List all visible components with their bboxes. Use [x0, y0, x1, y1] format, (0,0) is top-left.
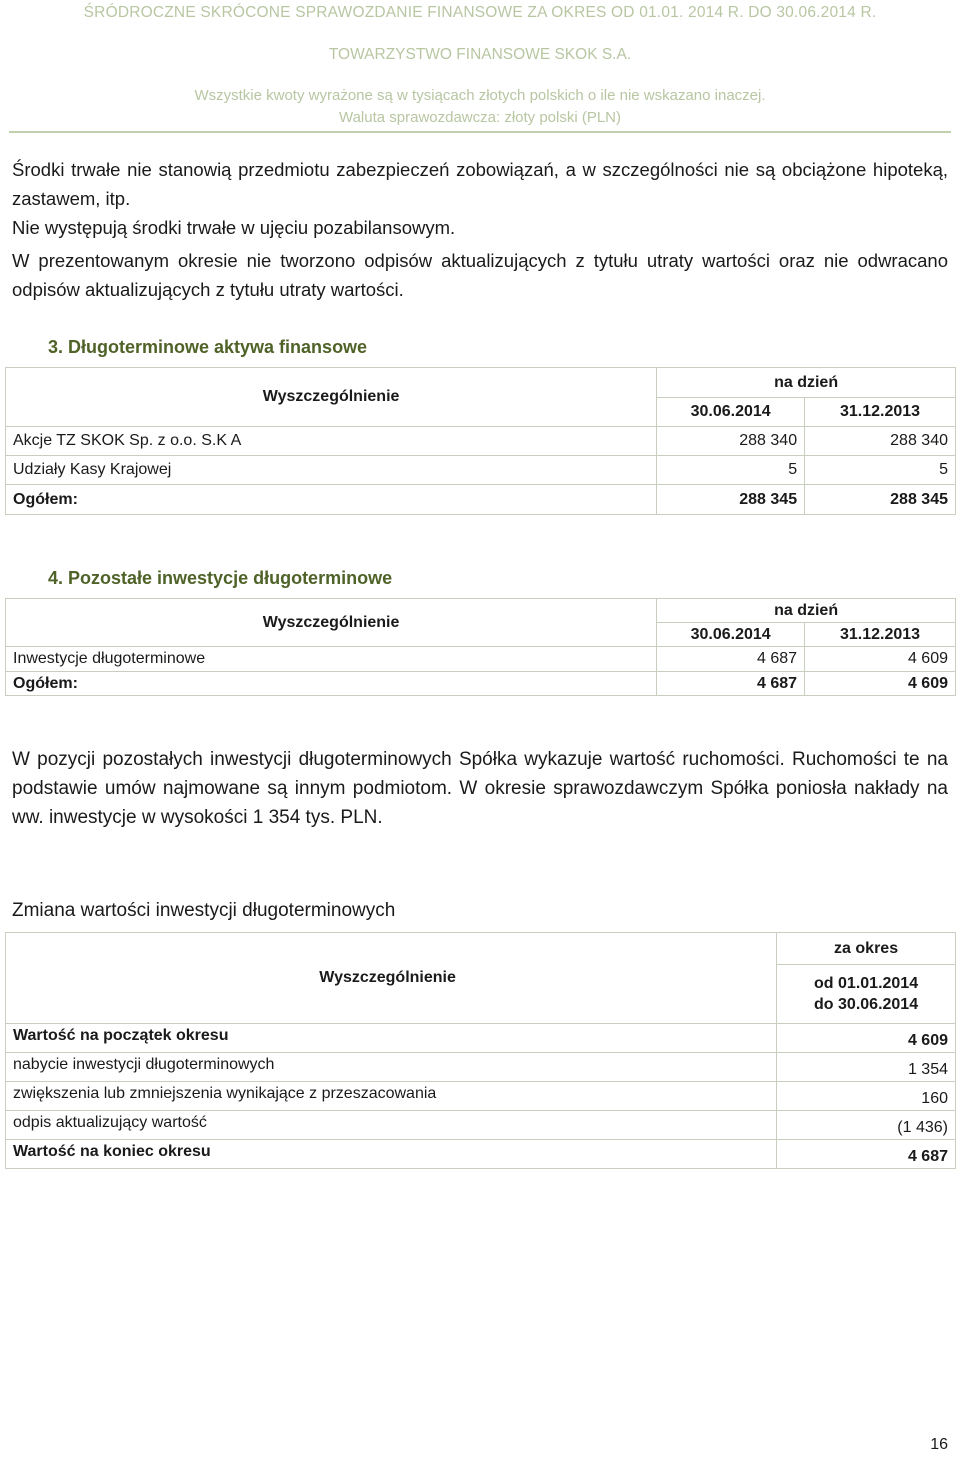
investment-changes-table	[5, 932, 956, 1169]
row-label: zwiększenia lub zmniejszenia wynikające z przeszacowania	[6, 1082, 777, 1111]
other-long-term-investments-table	[5, 598, 956, 696]
section-4-title: 4. Pozostałe inwestycje długoterminowe	[48, 568, 393, 588]
col-header-date-b: 31.12.2013	[805, 623, 956, 647]
total-label: Ogółem:	[6, 672, 657, 696]
col-header-date-a: 30.06.2014	[657, 623, 805, 647]
col-header-description: Wyszczególnienie	[6, 933, 777, 1024]
total-value-a: 4 687	[657, 672, 805, 696]
total-value-b: 288 345	[805, 485, 956, 515]
row-label: Akcje TZ SKOK Sp. z o.o. S.K A	[6, 427, 657, 456]
total-label: Ogółem:	[6, 485, 657, 515]
row-value-a: 4 687	[657, 647, 805, 672]
row-label: Wartość na koniec okresu	[6, 1140, 777, 1169]
row-value: 1 354	[777, 1053, 956, 1082]
long-term-financial-assets-table	[5, 367, 956, 515]
paragraph-movables: W pozycji pozostałych inwestycji długoterminowych Spółka wykazuje wartość ruchomości. Ruchomości te na podstawie umów najmowane są innym podmiotom. W okresie sprawozdawczym Spółka poniosła nakłady na ww. inwestycje w wysokości 1 354 tys. PLN.	[12, 749, 948, 828]
row-value-b: 288 340	[805, 427, 956, 456]
row-value-b: 5	[805, 456, 956, 485]
row-label: odpis aktualizujący wartość	[6, 1111, 777, 1140]
table-row	[6, 647, 956, 672]
row-value-b: 4 609	[805, 647, 956, 672]
table-row	[6, 1082, 956, 1111]
total-row	[6, 485, 956, 515]
row-value: (1 436)	[777, 1111, 956, 1140]
row-value-a: 288 340	[657, 427, 805, 456]
total-value-b: 4 609	[805, 672, 956, 696]
row-value-a: 5	[657, 456, 805, 485]
col-header-as-of: na dzień	[657, 368, 956, 398]
col-header-period: za okres	[777, 933, 956, 965]
total-value-a: 288 345	[657, 485, 805, 515]
row-label: nabycie inwestycji długoterminowych	[6, 1053, 777, 1082]
paragraph-collateral: Środki trwałe nie stanowią przedmiotu zabezpieczeń zobowiązań, a w szczególności nie są obciążone hipoteką, zastawem, itp.	[12, 159, 948, 209]
table-row	[6, 427, 956, 456]
company-name: TOWARZYSTWO FINANSOWE SKOK S.A.	[328, 46, 632, 63]
row-label: Inwestycje długoterminowe	[6, 647, 657, 672]
period-from: od 01.01.2014	[814, 975, 919, 992]
period-to: do 30.06.2014	[814, 996, 919, 1013]
table-row	[6, 1024, 956, 1053]
paragraph-impairment: W prezentowanym okresie nie tworzono odpisów aktualizujących z tytułu utraty wartości oraz nie odwracano odpisów aktualizujących z tytułu utraty wartości.	[12, 250, 948, 300]
row-label: Wartość na początek okresu	[6, 1024, 777, 1053]
changes-title: Zmiana wartości inwestycji długoterminowych	[12, 900, 396, 921]
report-title: ŚRÓDROCZNE SKRÓCONE SPRAWOZDANIE FINANSOWE ZA OKRES OD 01.01. 2014 R. DO 30.06.2014 R.	[83, 4, 877, 21]
total-row	[6, 672, 956, 696]
header-divider	[9, 131, 951, 133]
table-row	[6, 456, 956, 485]
table-row	[6, 1111, 956, 1140]
amounts-note: Wszystkie kwoty wyrażone są w tysiącach złotych polskich o ile nie wskazano inaczej.	[194, 87, 766, 104]
col-header-period-range	[777, 965, 956, 1024]
currency-note: Waluta sprawozdawcza: złoty polski (PLN)	[338, 109, 622, 126]
table-row	[6, 1053, 956, 1082]
section-3-title: 3. Długoterminowe aktywa finansowe	[48, 337, 368, 357]
col-header-description: Wyszczególnienie	[6, 599, 657, 647]
col-header-as-of: na dzień	[657, 599, 956, 623]
paragraph-off-balance: Nie występują środki trwałe w ujęciu pozabilansowym.	[12, 217, 456, 238]
page-number: 16	[930, 1436, 948, 1453]
col-header-date-b: 31.12.2013	[805, 398, 956, 427]
row-value: 4 609	[777, 1024, 956, 1053]
total-row	[6, 1140, 956, 1169]
col-header-date-a: 30.06.2014	[657, 398, 805, 427]
row-label: Udziały Kasy Krajowej	[6, 456, 657, 485]
col-header-description: Wyszczególnienie	[6, 368, 657, 427]
row-value: 4 687	[777, 1140, 956, 1169]
row-value: 160	[777, 1082, 956, 1111]
